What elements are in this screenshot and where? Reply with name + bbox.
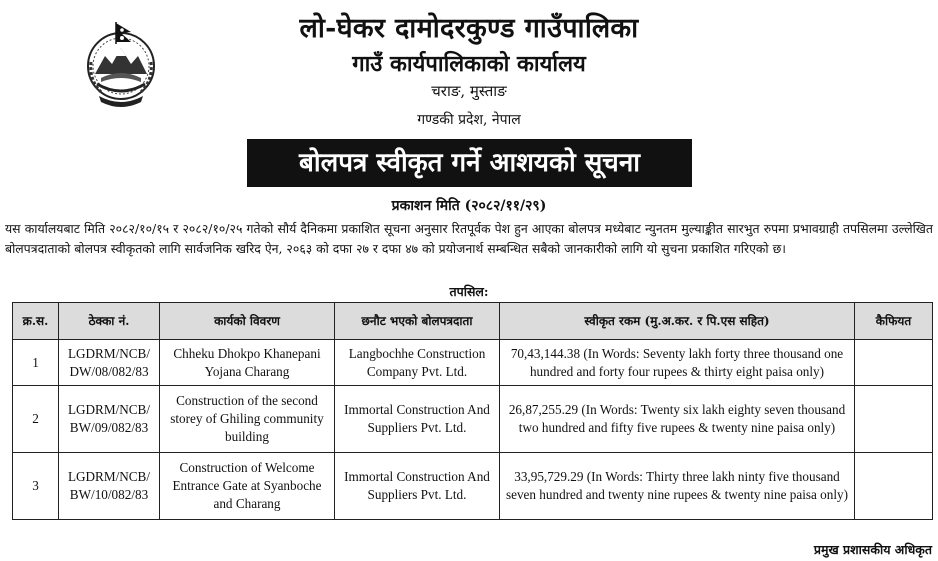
cell-sn: 1	[13, 340, 59, 386]
office-name: गाउँ कार्यपालिकाको कार्यालय	[352, 51, 586, 77]
cell-amount: 26,87,255.29 (In Words: Twenty six lakh eighty seven thousand two hundred and fifty five rupees & twenty nine paisa only)	[500, 386, 855, 453]
municipality-name: लो-घेकर दामोदरकुण्ड गाउँपालिका	[299, 13, 639, 44]
cell-remarks	[855, 453, 933, 520]
details-label: तपसिल:	[449, 284, 489, 299]
cell-contract-no: LGDRM/NCB/ BW/10/082/83	[59, 453, 160, 520]
cell-remarks	[855, 386, 933, 453]
table-header-row	[13, 303, 933, 340]
cell-description: Construction of the second storey of Ghiling community building	[160, 386, 335, 453]
office-location: चराङ, मुस्ताङ	[431, 82, 507, 100]
cell-contract-no: LGDRM/NCB/ DW/08/082/83	[59, 340, 160, 386]
cell-contract-no: LGDRM/NCB/ BW/09/082/83	[59, 386, 160, 453]
cell-amount: 70,43,144.38 (In Words: Seventy lakh forty three thousand one hundred and forty four rupees & thirty eight paisa only)	[500, 340, 855, 386]
notice-body: यस कार्यालयबाट मिति २०८२/१०/१५ र २०८२/१०/२५ गतेको सौर्य दैनिकमा प्रकाशित सूचना अनुसार रितपूर्वक पेश हुन आएका बोलपत्र मध्येबाट न्युनतम मुल्याङ्कीत सारभुत रुपमा प्रभावग्राही तपसिलमा उल्लेखित बोलपत्रदाताको बोलपत्र स्वीकृतको लागि सार्वजनिक खरिद ऐन, २०६३ को दफा २७ र दफा ४७ को प्रयोजनार्थ सम्बन्धित सबैको जानकारीको लागि यो सुचना प्रकाशित गरिएको छ।	[5, 221, 933, 256]
table-row	[13, 386, 933, 453]
cell-description: Chheku Dhokpo Khanepani Yojana Charang	[160, 340, 335, 386]
signoff-title: प्रमुख प्रशासकीय अधिकृत	[813, 542, 932, 557]
cell-bidder: Langbochhe Construction Company Pvt. Ltd.	[335, 340, 500, 386]
col-contract-header: ठेक्का नं.	[59, 303, 160, 340]
cell-amount: 33,95,729.29 (In Words: Thirty three lakh ninty five thousand seven hundred and twenty nine rupees & twenty nine paisa only)	[500, 453, 855, 520]
col-bidder-header: छनौट भएको बोलपत्रदाता	[335, 303, 500, 340]
cell-bidder: Immortal Construction And Suppliers Pvt. Ltd.	[335, 453, 500, 520]
col-sn-header: क्र.स.	[13, 303, 59, 340]
cell-remarks	[855, 340, 933, 386]
bid-table	[12, 302, 933, 520]
cell-sn: 2	[13, 386, 59, 453]
notice-title: बोलपत्र स्वीकृत गर्ने आशयको सूचना	[247, 139, 692, 187]
publish-date: प्रकाशन मिति (२०८२/११/२९)	[391, 198, 547, 214]
cell-sn: 3	[13, 453, 59, 520]
table-row	[13, 340, 933, 386]
cell-description: Construction of Welcome Entrance Gate at Syanboche and Charang	[160, 453, 335, 520]
col-remarks-header: कैफियत	[855, 303, 933, 340]
col-description-header: कार्यको विवरण	[160, 303, 335, 340]
col-amount-header: स्वीकृत रकम (मु.अ.कर. र पि.एस सहित)	[500, 303, 855, 340]
table-row	[13, 453, 933, 520]
cell-bidder: Immortal Construction And Suppliers Pvt. Ltd.	[335, 386, 500, 453]
province-name: गण्डकी प्रदेश, नेपाल	[417, 112, 521, 128]
